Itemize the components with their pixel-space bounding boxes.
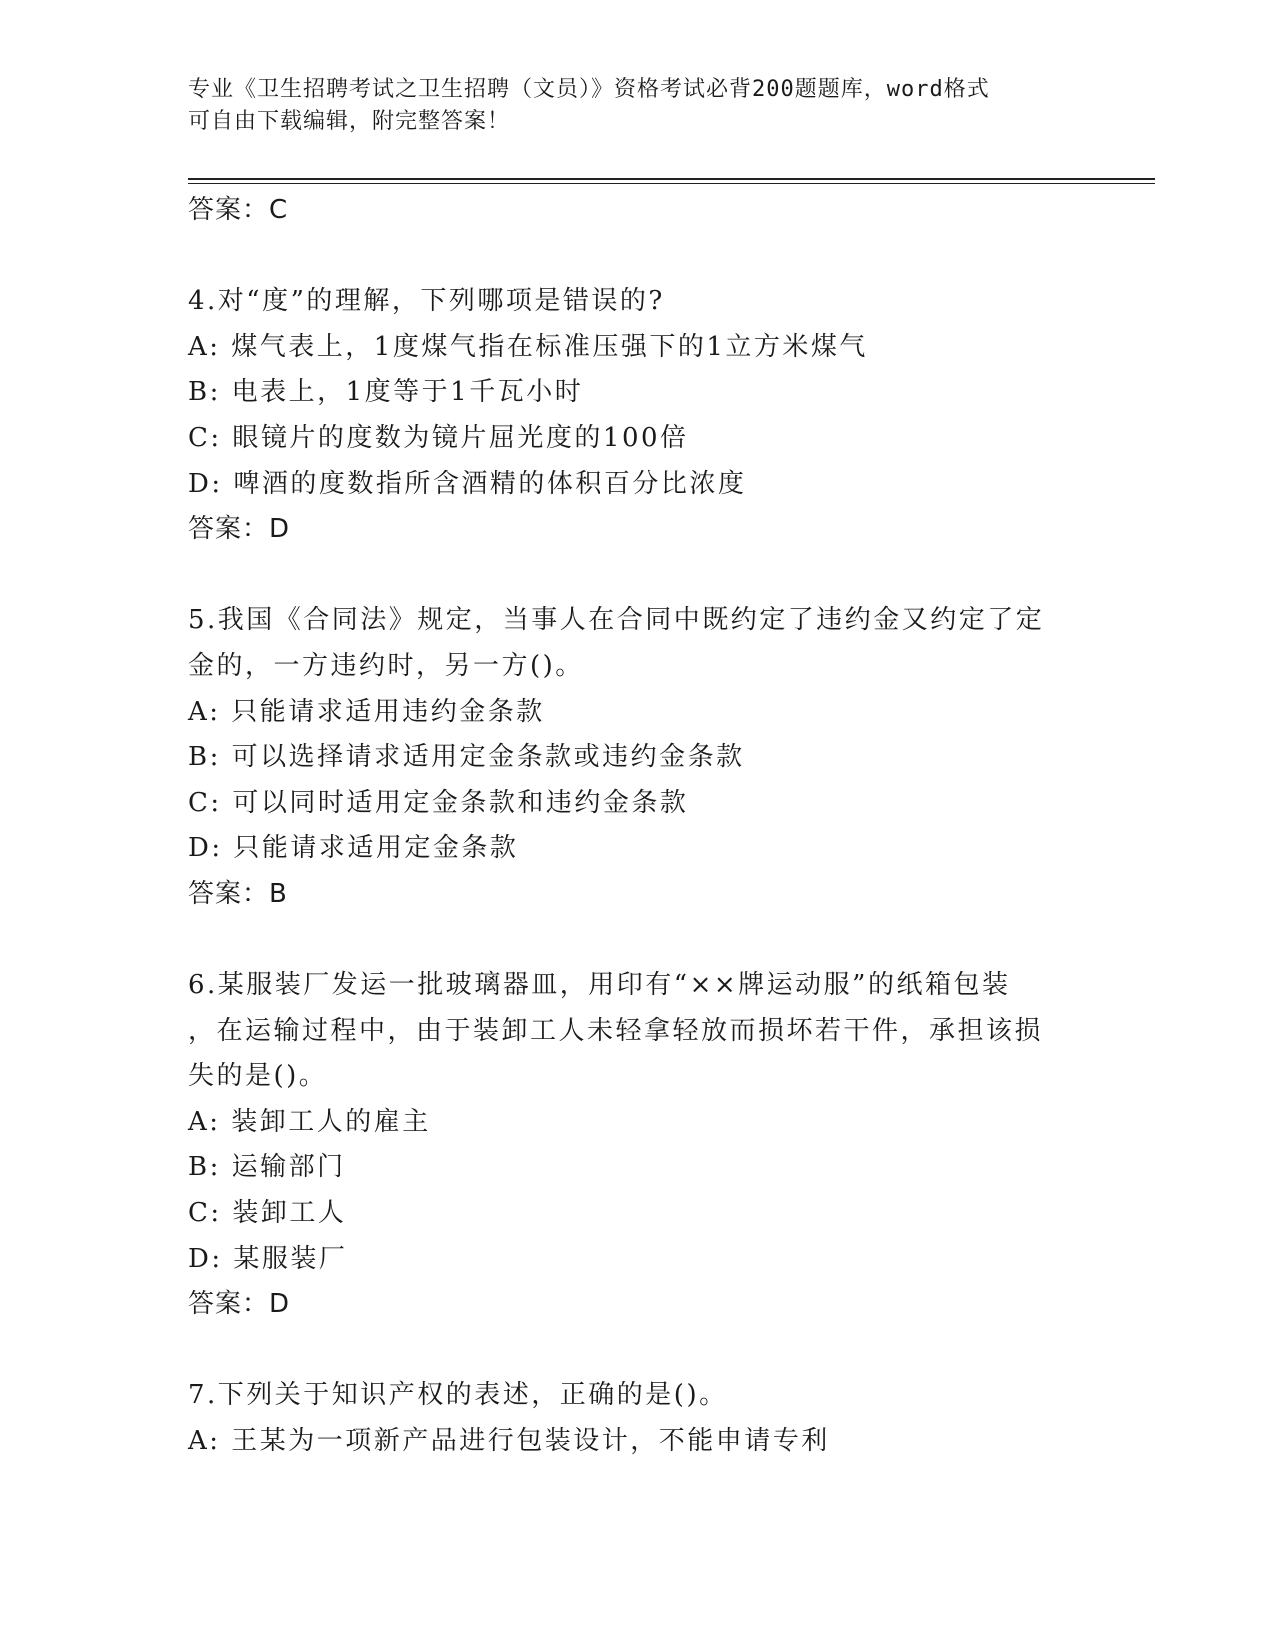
header-rule-thin bbox=[188, 183, 1155, 184]
question-stem: 4.对“度”的理解，下列哪项是错误的? bbox=[188, 286, 665, 317]
question-4 bbox=[188, 279, 1068, 553]
option-a: A: 王某为一项新产品进行包装设计，不能申请专利 bbox=[188, 1426, 830, 1457]
question-stem-cont: 失的是()。 bbox=[188, 1061, 328, 1092]
question-stem-cont: 金的，一方违约时，另一方()。 bbox=[188, 650, 584, 681]
question-5 bbox=[188, 598, 1068, 917]
option-b: B: 运输部门 bbox=[188, 1152, 346, 1183]
spacer bbox=[188, 1328, 1068, 1374]
option-c: C: 可以同时适用定金条款和违约金条款 bbox=[188, 787, 689, 818]
question-stem-cont: ，在运输过程中，由于装卸工人未轻拿轻放而损坏若干件，承担该损 bbox=[188, 1015, 1044, 1046]
option-a: A: 只能请求适用违约金条款 bbox=[188, 696, 545, 727]
question-7 bbox=[188, 1373, 1068, 1464]
option-c: C: 眼镜片的度数为镜片屈光度的100倍 bbox=[188, 422, 689, 453]
header-line-2: 可自由下载编辑，附完整答案！ bbox=[188, 109, 511, 134]
answer-previous: 答案：C bbox=[188, 195, 289, 225]
option-b: B: 可以选择请求适用定金条款或违约金条款 bbox=[188, 742, 745, 773]
option-c: C: 装卸工人 bbox=[188, 1198, 347, 1229]
question-stem: 7.下列关于知识产权的表述，正确的是()。 bbox=[188, 1380, 728, 1411]
header-line-1: 专业《卫生招聘考试之卫生招聘（文员）》资格考试必背200题题库，word格式 bbox=[188, 77, 990, 102]
answer: 答案：D bbox=[188, 1289, 291, 1320]
question-list bbox=[188, 188, 1068, 1465]
question-6 bbox=[188, 963, 1068, 1328]
header-rule-thick bbox=[188, 178, 1155, 180]
option-b: B: 电表上，1度等于1千瓦小时 bbox=[188, 377, 584, 408]
spacer bbox=[188, 918, 1068, 964]
question-stem: 6.某服装厂发运一批玻璃器皿，用印有“××牌运动服”的纸箱包装 bbox=[188, 970, 1011, 1001]
spacer bbox=[188, 553, 1068, 599]
spacer bbox=[188, 234, 1068, 280]
answer: 答案：B bbox=[188, 878, 288, 909]
option-d: D: 啤酒的度数指所含酒精的体积百分比浓度 bbox=[188, 468, 747, 499]
option-a: A: 煤气表上，1度煤气指在标准压强下的1立方米煤气 bbox=[188, 331, 868, 362]
option-a: A: 装卸工人的雇主 bbox=[188, 1106, 431, 1137]
answer: 答案：D bbox=[188, 514, 291, 545]
option-d: D: 某服装厂 bbox=[188, 1243, 348, 1274]
document-header bbox=[188, 74, 1068, 138]
option-d: D: 只能请求适用定金条款 bbox=[188, 833, 519, 864]
question-stem: 5.我国《合同法》规定，当事人在合同中既约定了违约金又约定了定 bbox=[188, 605, 1045, 636]
